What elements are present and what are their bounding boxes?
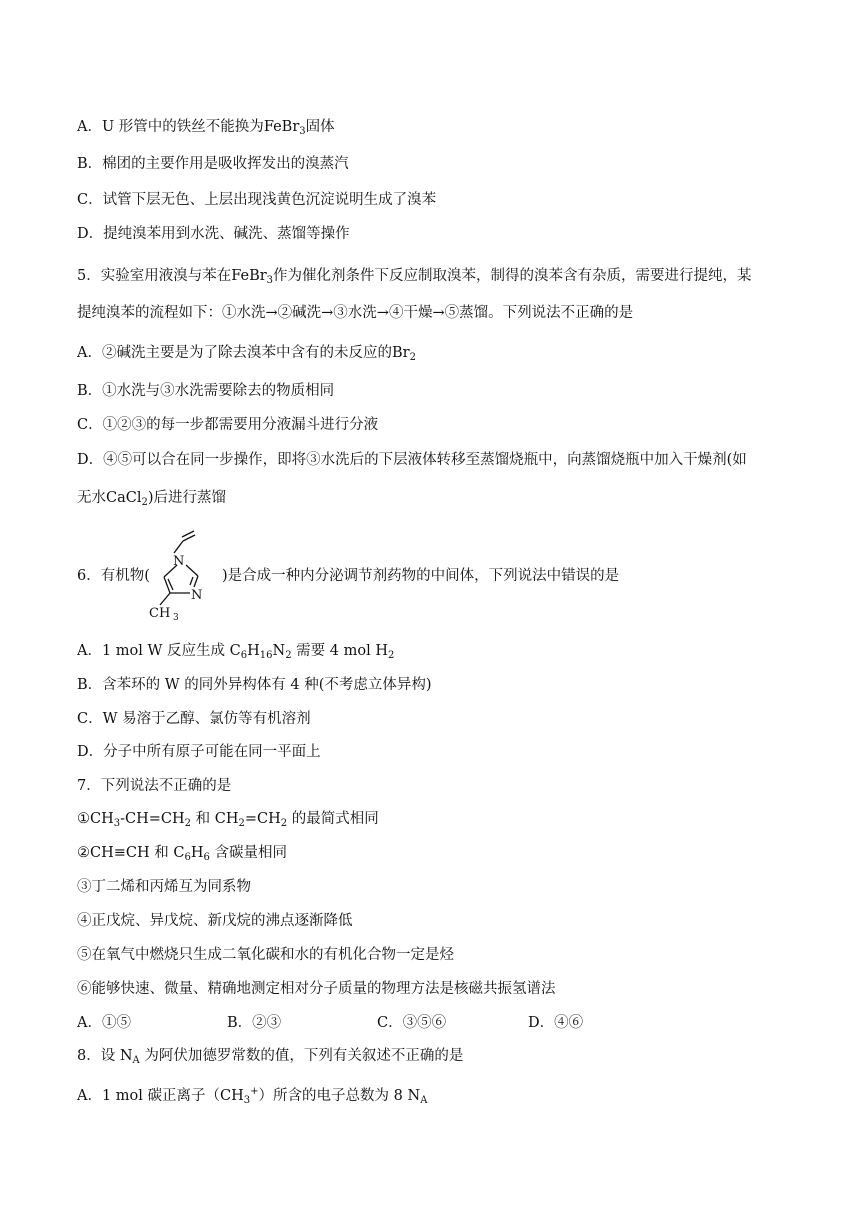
q5-stem-line1: 5．实验室用液溴与苯在FeBr$_3$作为催化剂条件下反应制取溴苯，制得的溴苯含有杂质，需要进行提纯，某 xyxy=(77,268,752,286)
q5-option-a: A．②碱洗主要是为了除去溴苯中含有的未反应的$Br_2$ xyxy=(77,345,416,363)
q7-item-2: ②CH≡CH 和 $C_6H_6$ 含碳量相同 xyxy=(77,845,287,863)
q4-option-c: C．试管下层无色、上层出现浅黄色沉淀说明生成了溴苯 xyxy=(77,192,437,208)
q7-option-a: A．①⑤ xyxy=(77,1015,131,1031)
q7-item-4: ④正戊烷、异戊烷、新戊烷的沸点逐渐降低 xyxy=(77,913,353,929)
q7-option-d: D．④⑥ xyxy=(528,1015,584,1031)
q7-stem: 7．下列说法不正确的是 xyxy=(77,778,232,794)
q7-item-5: ⑤在氧气中燃烧只生成二氧化碳和水的有机化合物一定是烃 xyxy=(77,947,454,963)
q5-option-d-line1: D．④⑤可以合在同一步操作，即将③水洗后的下层液体转移至蒸馏烧瓶中，向蒸馏烧瓶中加入干燥剂(如 xyxy=(77,452,747,468)
q8-option-a: A．1 mol 碳正离子$(CH_3^+)$所含的电子总数为 8 $N_A$ xyxy=(77,1086,428,1106)
structure-n1-label: N xyxy=(173,554,185,569)
imidazole-structure xyxy=(146,527,220,621)
q5-option-c: C．①②③的每一步都需要用分液漏斗进行分液 xyxy=(77,417,379,433)
q6-option-a: A．1 mol W 反应生成 $C_6H_{16}N_2$ 需要 4 mol $H_2$ xyxy=(77,643,395,661)
q5-stem-line2: 提纯溴苯的流程如下：①水洗→②碱洗→③水洗→④干燥→⑤蒸馏。下列说法不正确的是 xyxy=(77,305,634,321)
structure-n2-label: N xyxy=(191,588,203,603)
q7-option-b: B．②③ xyxy=(227,1015,282,1031)
q7-option-c: C．③⑤⑥ xyxy=(377,1015,447,1031)
q7-item-6: ⑥能够快速、微量、精确地测定相对分子质量的物理方法是核磁共振氢谱法 xyxy=(77,981,556,997)
q5-option-d-line2: 无水CaCl$_2$)后进行蒸馏 xyxy=(77,490,227,508)
structure-ch3-label: CH xyxy=(149,606,171,621)
q7-item-1: $①CH_3-CH=CH_2$ 和 $CH_2=CH_2$ 的最简式相同 xyxy=(77,811,379,829)
q6-stem-pre: 6．有机物( xyxy=(77,568,150,584)
q6-stem-post: )是合成一种内分泌调节剂药物的中间体，下列说法中错误的是 xyxy=(222,568,620,584)
q4-option-d: D．提纯溴苯用到水洗、碱洗、蒸馏等操作 xyxy=(77,226,350,242)
q6-option-d: D．分子中所有原子可能在同一平面上 xyxy=(77,744,321,760)
q6-option-b: B．含苯环的 W 的同外异构体有 4 种(不考虑立体异构) xyxy=(77,677,432,693)
q7-item-3: ③丁二烯和丙烯互为同系物 xyxy=(77,879,251,895)
q4-option-b: B．棉团的主要作用是吸收挥发出的溴蒸汽 xyxy=(77,156,349,172)
structure-ch3-subscript: 3 xyxy=(173,613,179,621)
q6-option-c: C．W 易溶于乙醇、氯仿等有机溶剂 xyxy=(77,711,311,727)
q8-stem: 8．设 $N_A$ 为阿伏加德罗常数的值，下列有关叙述不正确的是 xyxy=(77,1048,464,1066)
q4-option-a: A．U 形管中的铁丝不能换为FeBr$_3$固体 xyxy=(77,119,335,137)
q5-option-b: B．①水洗与③水洗需要除去的物质相同 xyxy=(77,383,335,399)
